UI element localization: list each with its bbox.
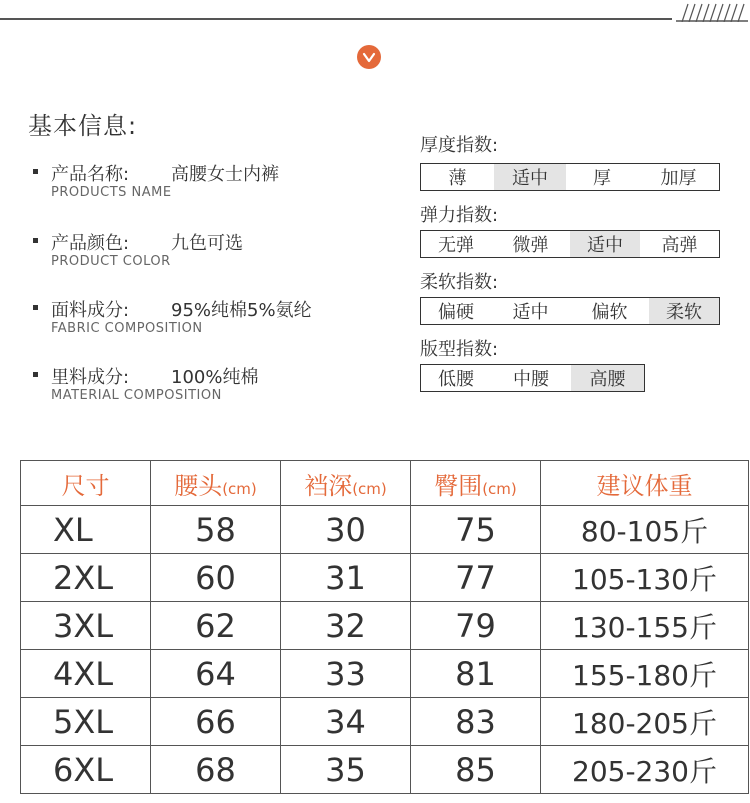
cell-rise: 30 <box>281 506 411 554</box>
bullet-icon <box>33 169 38 174</box>
cell-size: 4XL <box>21 650 151 698</box>
elasticity-option-selected: 适中 <box>570 231 640 257</box>
table-row <box>21 554 749 602</box>
elasticity-option: 微弹 <box>512 235 549 256</box>
softness-option-selected: 柔软 <box>649 298 719 324</box>
header-hip <box>411 461 541 506</box>
cell-hip: 79 <box>411 602 541 650</box>
thickness-option-selected: 适中 <box>494 164 566 190</box>
header-label: 臀围 <box>434 471 483 500</box>
cell-hip: 81 <box>411 650 541 698</box>
info-english-label: FABRIC COMPOSITION <box>51 321 203 336</box>
cell-weight: 80-105斤 <box>541 506 749 554</box>
cell-weight: 155-180斤 <box>541 650 749 698</box>
info-label: 产品颜色: <box>51 233 130 254</box>
cell-weight: 130-155斤 <box>541 602 749 650</box>
thickness-index-title: 厚度指数: <box>420 135 499 156</box>
header-weight <box>541 461 749 506</box>
bullet-icon <box>33 238 38 243</box>
size-table <box>20 460 749 794</box>
cell-size: 3XL <box>21 602 151 650</box>
cell-hip: 75 <box>411 506 541 554</box>
elasticity-index-scale <box>420 230 720 258</box>
chevron-down-icon <box>357 45 381 69</box>
thickness-option: 厚 <box>593 168 611 189</box>
cell-hip: 77 <box>411 554 541 602</box>
info-english-label: PRODUCTS NAME <box>51 185 172 200</box>
cell-rise: 35 <box>281 746 411 794</box>
info-value: 100%纯棉 <box>171 367 259 388</box>
cell-waist: 62 <box>151 602 281 650</box>
info-label: 里料成分: <box>51 367 130 388</box>
softness-index-scale <box>420 297 720 325</box>
elasticity-option: 无弹 <box>438 235 474 256</box>
cell-waist: 66 <box>151 698 281 746</box>
cell-waist: 64 <box>151 650 281 698</box>
header-waist <box>151 461 281 506</box>
header-unit: (cm) <box>222 479 257 498</box>
info-value: 高腰女士内裤 <box>171 164 279 185</box>
cell-weight: 205-230斤 <box>541 746 749 794</box>
info-value: 九色可选 <box>171 233 243 254</box>
header-unit: (cm) <box>352 479 387 498</box>
cell-rise: 33 <box>281 650 411 698</box>
fit-option: 低腰 <box>438 369 474 390</box>
header-divider <box>0 18 672 20</box>
table-row <box>21 602 749 650</box>
bullet-icon <box>33 372 38 377</box>
cell-rise: 32 <box>281 602 411 650</box>
table-row <box>21 506 749 554</box>
hatch-decoration <box>676 2 748 22</box>
thickness-option: 薄 <box>448 168 467 189</box>
info-english-label: MATERIAL COMPOSITION <box>51 388 222 403</box>
table-row <box>21 746 749 794</box>
header-rise <box>281 461 411 506</box>
cell-weight: 180-205斤 <box>541 698 749 746</box>
cell-size: 5XL <box>21 698 151 746</box>
cell-size: 2XL <box>21 554 151 602</box>
elasticity-option: 高弹 <box>661 235 698 256</box>
header-label: 腰头 <box>174 471 223 500</box>
thickness-index-scale <box>420 163 720 191</box>
softness-option: 偏软 <box>591 302 628 323</box>
cell-waist: 58 <box>151 506 281 554</box>
info-english-label: PRODUCT COLOR <box>51 254 171 269</box>
cell-hip: 83 <box>411 698 541 746</box>
basic-info-title: 基本信息: <box>28 112 138 140</box>
softness-option: 偏硬 <box>438 302 474 323</box>
header-label: 裆深 <box>304 471 353 500</box>
elasticity-index-title: 弹力指数: <box>420 205 499 226</box>
softness-option: 适中 <box>512 302 549 323</box>
cell-waist: 68 <box>151 746 281 794</box>
fit-index-title: 版型指数: <box>420 339 499 360</box>
cell-weight: 105-130斤 <box>541 554 749 602</box>
cell-hip: 85 <box>411 746 541 794</box>
table-row <box>21 698 749 746</box>
cell-size: 6XL <box>21 746 151 794</box>
header-label: 建议体重 <box>596 471 693 500</box>
info-value: 95%纯棉5%氨纶 <box>171 300 312 321</box>
cell-rise: 31 <box>281 554 411 602</box>
cell-size: XL <box>21 506 151 554</box>
table-header-row <box>21 461 749 506</box>
header-label: 尺寸 <box>61 471 110 500</box>
cell-waist: 60 <box>151 554 281 602</box>
header-size <box>21 461 151 506</box>
thickness-option: 加厚 <box>660 168 697 189</box>
header-unit: (cm) <box>482 479 517 498</box>
info-label: 面料成分: <box>51 300 130 321</box>
softness-index-title: 柔软指数: <box>420 272 499 293</box>
fit-index-scale <box>420 364 645 392</box>
fit-option-selected: 高腰 <box>571 365 644 391</box>
cell-rise: 34 <box>281 698 411 746</box>
table-row <box>21 650 749 698</box>
bullet-icon <box>33 305 38 310</box>
fit-option: 中腰 <box>513 369 549 390</box>
info-label: 产品名称: <box>51 164 130 185</box>
